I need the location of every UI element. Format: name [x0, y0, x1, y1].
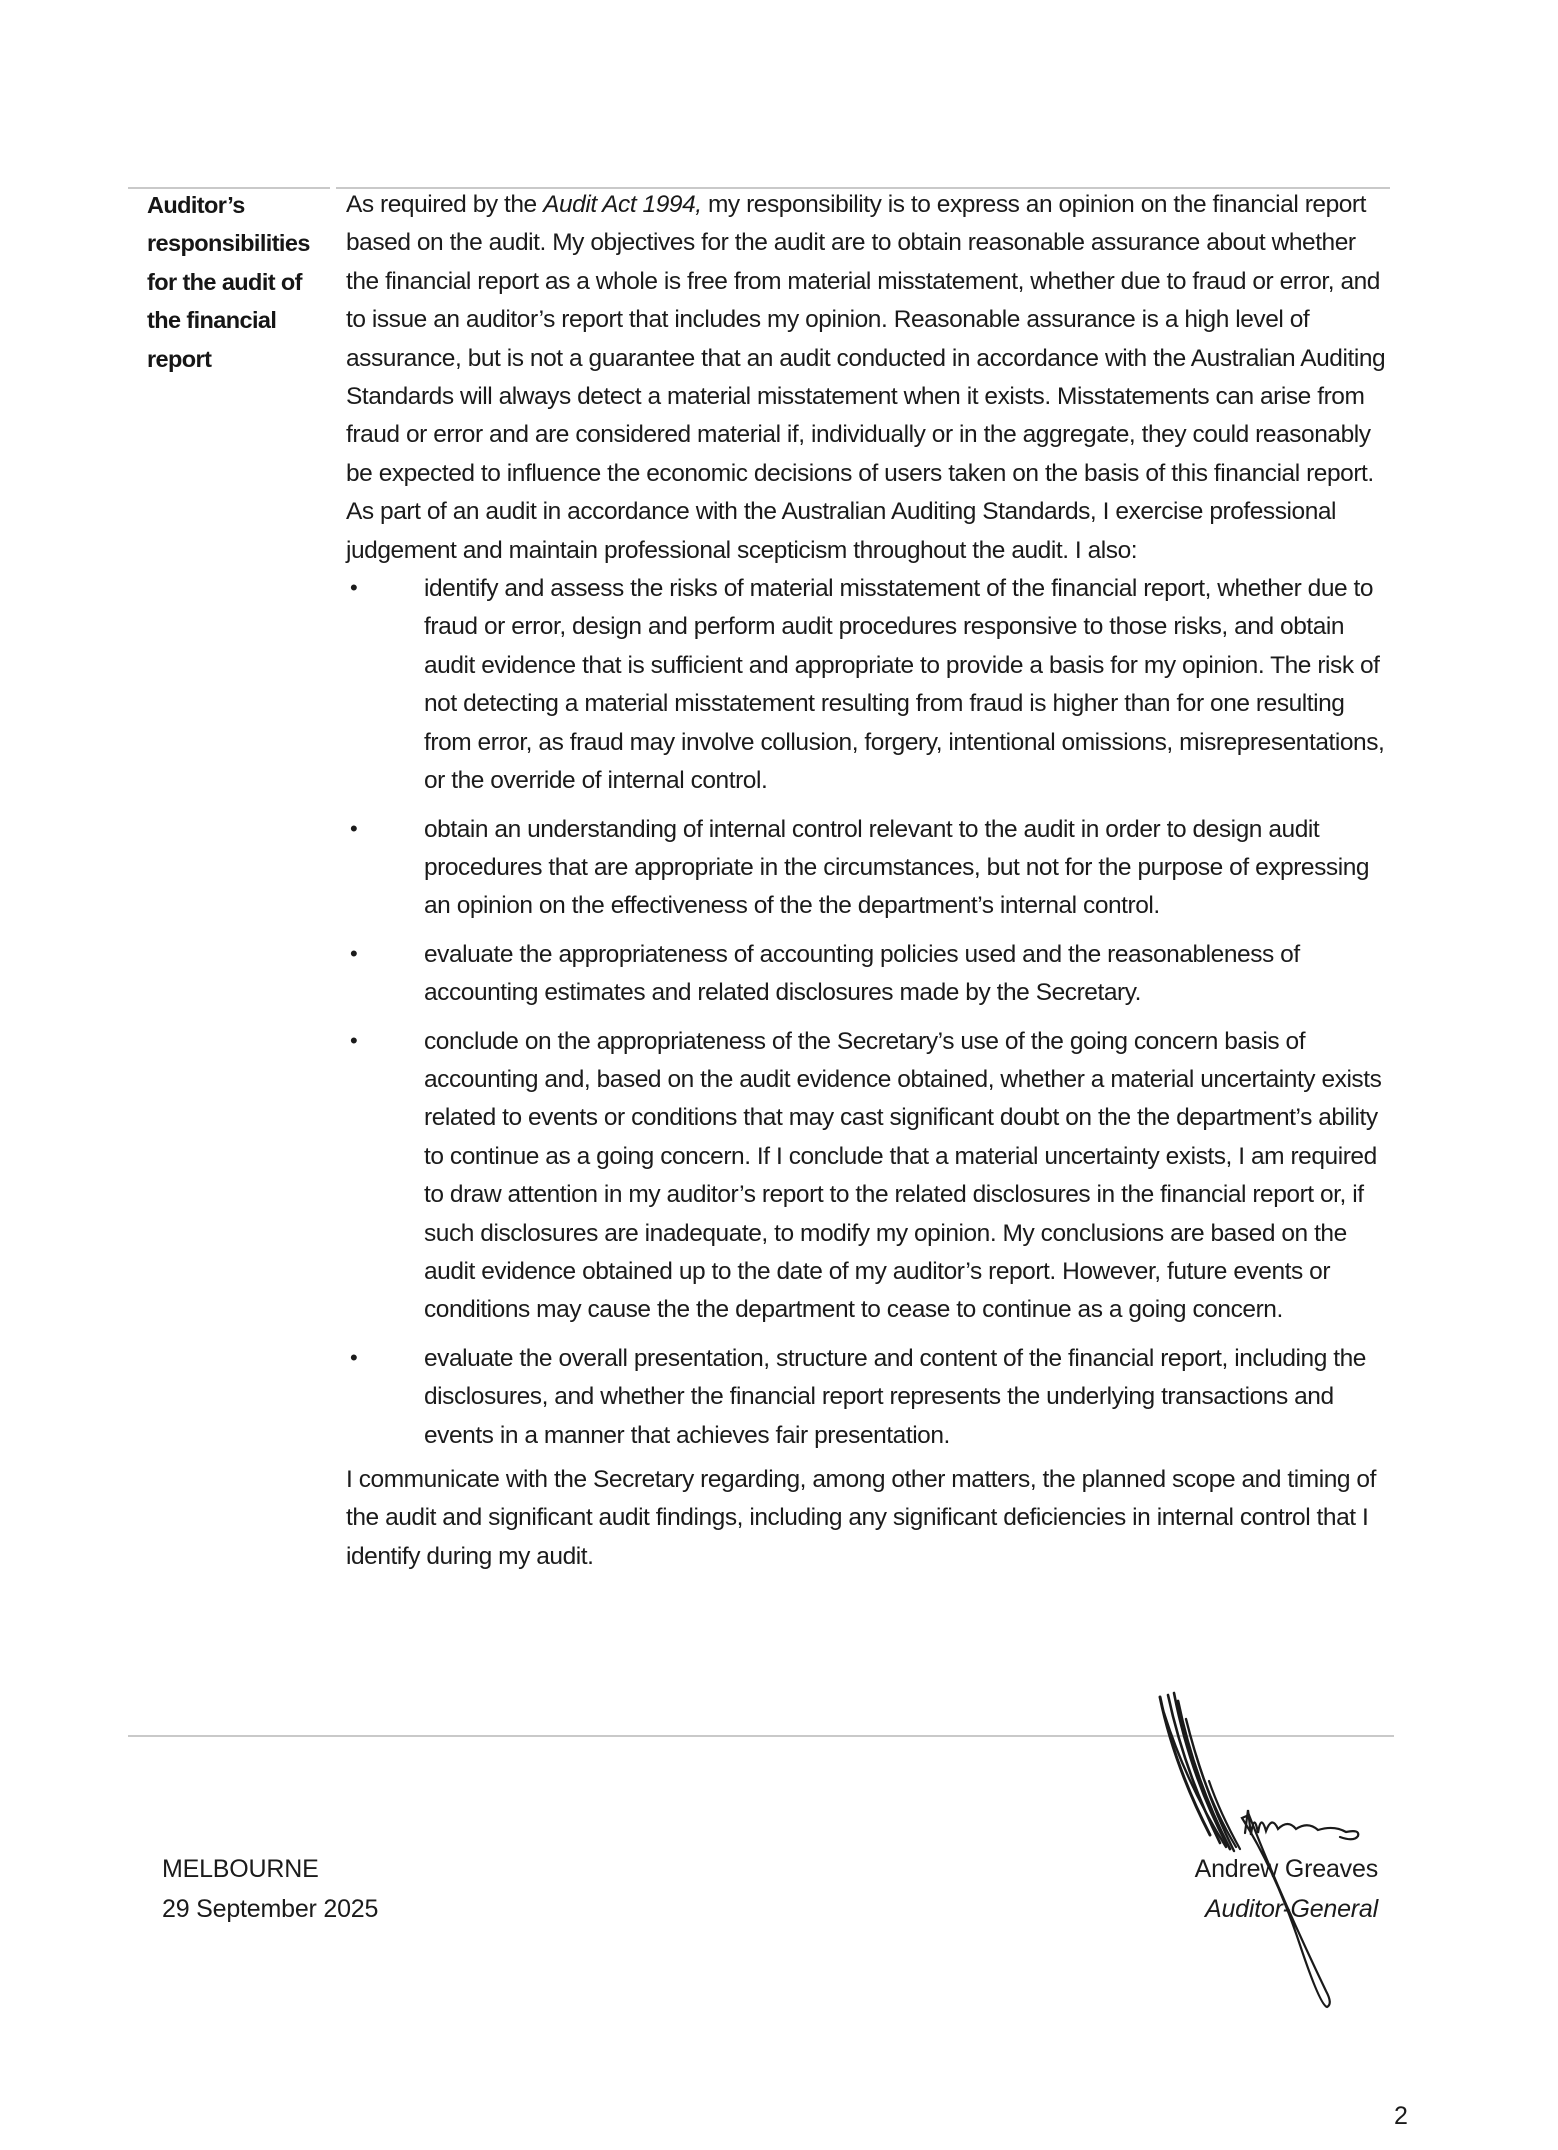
bullet-text: conclude on the appropriateness of the Secretary’s use of the going concern basis of accounting and, based on the audit evidence obtained, whether a material uncertainty exists related to events or conditions that may cast significant doubt on the the department’s ability to continue as a going concern. If I conclude that a material uncertainty exists, I am required to draw attention in my auditor’s report to the related disclosures in the financial report or, if such disclosures are inadequate, to modify my opinion. My conclusions are based on the audit evidence obtained up to the date of my auditor’s report. However, future events or conditions may cause the the department to cease to continue as a going concern. [424, 1027, 1382, 1324]
bullet-text: obtain an understanding of internal control relevant to the audit in order to design audit procedures that are appropriate in the circumstances, but not for the purpose of expressing an opinion on the effectiveness of the the department’s internal control. [424, 815, 1370, 920]
bullet-icon: • [350, 1344, 358, 1370]
bullet-list [346, 570, 1394, 1455]
paragraph-text: As required by the [346, 191, 544, 218]
section-heading: Auditor’s responsibilities for the audit of the financial report [147, 192, 310, 372]
page-number: 2 [1394, 2102, 1408, 2130]
list-item [350, 1340, 1394, 1455]
list-item [350, 936, 1394, 1013]
paragraph-communicate: I communicate with the Secretary regarding, among other matters, the planned scope and timing of the audit and significant audit findings, including any significant deficiencies in internal control that I identify during my audit. [346, 1466, 1376, 1570]
signoff-block-left [162, 1850, 378, 1929]
paragraph-text: my responsibility is to express an opinion on the financial report based on the audit. My objectives for the audit are to obtain reasonable assurance about whether the financial report as a whole is free from material misstatement, whether due to fraud or error, and to issue an auditor’s report that includes my opinion. Reasonable assurance is a high level of assurance, but is not a guarantee that an audit conducted in accordance with the Australian Auditing Standards will always detect a material misstatement when it exists. Misstatements can arise from fraud or error and are considered material if, individually or in the aggregate, they could reasonably be expected to influence the economic decisions of users taken on the basis of this financial report. [346, 191, 1386, 487]
bullet-icon: • [350, 940, 358, 966]
bullet-text: evaluate the overall presentation, structure and content of the financial report, including the disclosures, and whether the financial report represents the underlying transactions and events in a manner that achieves fair presentation. [424, 1344, 1366, 1449]
signatory-name: Andrew Greaves [1194, 1855, 1378, 1883]
audit-act-reference: Audit Act 1994, [543, 191, 702, 218]
bullet-icon: • [350, 815, 358, 841]
list-item [350, 1023, 1394, 1330]
bullet-icon: • [350, 575, 358, 601]
list-item [350, 570, 1394, 800]
paragraph-audit-standards: As part of an audit in accordance with the Australian Auditing Standards, I exercise professional judgement and maintain professional scepticism throughout the audit. I also: [346, 498, 1337, 564]
signoff-block-right [1195, 1850, 1378, 1929]
signature [1130, 1655, 1410, 2035]
bullet-text: identify and assess the risks of material misstatement of the financial report, whether due to fraud or error, design and perform audit procedures responsive to those risks, and obtain audit evidence that is sufficient and appropriate to provide a basis for my opinion. The risk of not detecting a material misstatement resulting from fraud is higher than for one resulting from error, as fraud may involve collusion, forgery, intentional omissions, misrepresentations, or the override of internal control. [424, 575, 1385, 795]
bottom-divider [128, 1735, 1394, 1737]
signatory-title: Auditor-General [1204, 1894, 1378, 1923]
bullet-icon: • [350, 1027, 358, 1053]
list-item [350, 811, 1394, 926]
section-body [346, 186, 1394, 1576]
paragraph-auditor-responsibility [346, 186, 1394, 493]
signoff-date: 29 September 2025 [162, 1894, 379, 1923]
bullet-text: evaluate the appropriateness of accounting policies used and the reasonableness of accounting estimates and related disclosures made by the Secretary. [424, 940, 1300, 1007]
signoff-city: MELBOURNE [162, 1855, 319, 1883]
